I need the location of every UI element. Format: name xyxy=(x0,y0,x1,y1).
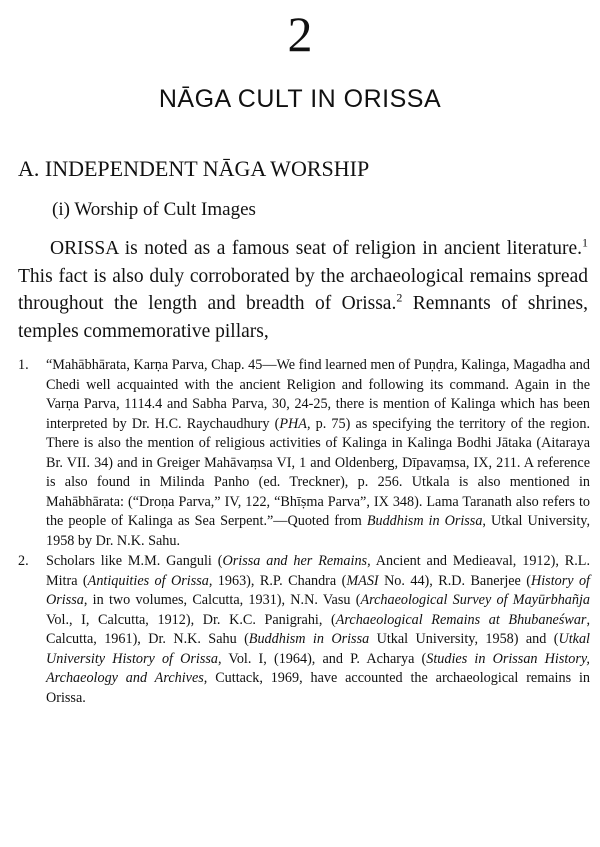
chapter-number: 2 xyxy=(287,6,313,62)
footnote-marker: 1. xyxy=(18,357,29,373)
footnote-text-segment: , Cuttack, 1969, have accounted the archaeological remains in Orissa. xyxy=(46,670,590,706)
body-text-part-2: This fact is also duly corroborated by the archaeological remains spread throughout the length and breadth of Orissa. xyxy=(18,265,588,314)
footnote-text-segment: , Ancient and Medieaval, 1912), R.L. Mitra ( xyxy=(46,553,591,589)
footnote-italic-title: MASI xyxy=(346,572,379,589)
footnote-italic-title: Studies in Orissan History, Archaeology and Archives xyxy=(46,650,590,686)
footnote-text-segment: “Mahābhārata, Karṇa Parva, Chap. 45—We find learned men of Puṇḍra, Kalinga, Magadha and Chedi well acquainted with the ancient Religion and following its command. Again in the Varṇa Parva, 1114.4 and Sabha Parva, 30, 24-25, there is mention of Kalinga which has been interpreted by Dr. H.C. Raychaudhury ( xyxy=(46,357,590,432)
body-text-part-3: Remnants of shrines, temples commemorative pillars, xyxy=(18,293,588,342)
footnote-italic-title: Buddhism in Orissa xyxy=(366,513,483,529)
footnote-ref-1: 1 xyxy=(582,235,588,250)
subsection-heading: (i) Worship of Cult Images xyxy=(52,199,256,220)
footnote-text xyxy=(46,356,590,551)
footnote-2 xyxy=(18,552,590,708)
footnote-1 xyxy=(18,356,590,551)
footnote-italic-title: Archaeological Survey of Mayūrbhañja xyxy=(360,592,591,608)
footnote-text-segment: , Vol. I, (1964), and P. Acharya ( xyxy=(217,650,427,667)
footnote-italic-title: Antiquities of Orissa xyxy=(87,572,209,589)
footnote-text-segment: Utkal University, 1958) and ( xyxy=(369,631,559,647)
body-paragraph xyxy=(18,235,588,345)
footnote-text-segment: Scholars like M.M. Ganguli ( xyxy=(46,553,223,569)
footnote-ref-2: 2 xyxy=(396,290,403,305)
body-text-part-1: ORISSA is noted as a famous seat of religion in ancient literature. xyxy=(50,238,582,259)
footnote-italic-title: Orissa and her Remains xyxy=(222,553,368,569)
footnote-text-segment: , Utkal University, 1958 by Dr. N.K. Sahu. xyxy=(46,513,590,549)
footnote-italic-title: History of Orissa xyxy=(46,572,590,608)
footnote-text-segment: No. 44), R.D. Banerjee ( xyxy=(378,572,531,589)
footnote-text-segment: , in two volumes, Calcutta, 1931), N.N. Vasu ( xyxy=(83,592,361,608)
section-heading: A. INDEPENDENT NĀGA WORSHIP xyxy=(18,156,370,181)
footnote-italic-title: Buddhism in Orissa xyxy=(248,631,370,647)
footnote-marker: 2. xyxy=(18,553,29,569)
chapter-title: NĀGA CULT IN ORISSA xyxy=(158,85,442,113)
footnote-text xyxy=(46,552,590,708)
footnote-text-segment: , p. 75) as specifying the territory of the region. There is also the mention of religious activities of Kalinga in Kalinga Bodhi Jātaka (Aitaraya Br. VII. 34) and in Greiger Mahāvaṃsa VI, 1 and Oldenberg, Dīpavaṃsa, IX, 211. A reference is also found in Milinda Panho (ed. Treckner), p. 256. Utkala is also mentioned in Mahābhārata: (“Droṇa Parva,” IV, 122, “Bhīṣma Parva”, IX 348). Lama Taranath also refers to the people of Kalinga as Sea Serpent.”—Quoted from xyxy=(46,415,590,529)
footnote-text-segment: Vol., I, Calcutta, 1912), Dr. K.C. Panigrahi, ( xyxy=(46,611,336,628)
footnote-italic-title: Utkal University History of Orissa xyxy=(46,631,590,667)
footnotes xyxy=(18,356,590,709)
footnote-text-segment: , Calcutta, 1961), Dr. N.K. Sahu ( xyxy=(46,611,590,647)
footnote-text-segment: , 1963), R.P. Chandra ( xyxy=(208,572,347,589)
footnote-italic-title: Archaeological Remains at Bhubaneśwar xyxy=(335,611,587,628)
footnote-italic-title: PHA xyxy=(279,415,307,432)
